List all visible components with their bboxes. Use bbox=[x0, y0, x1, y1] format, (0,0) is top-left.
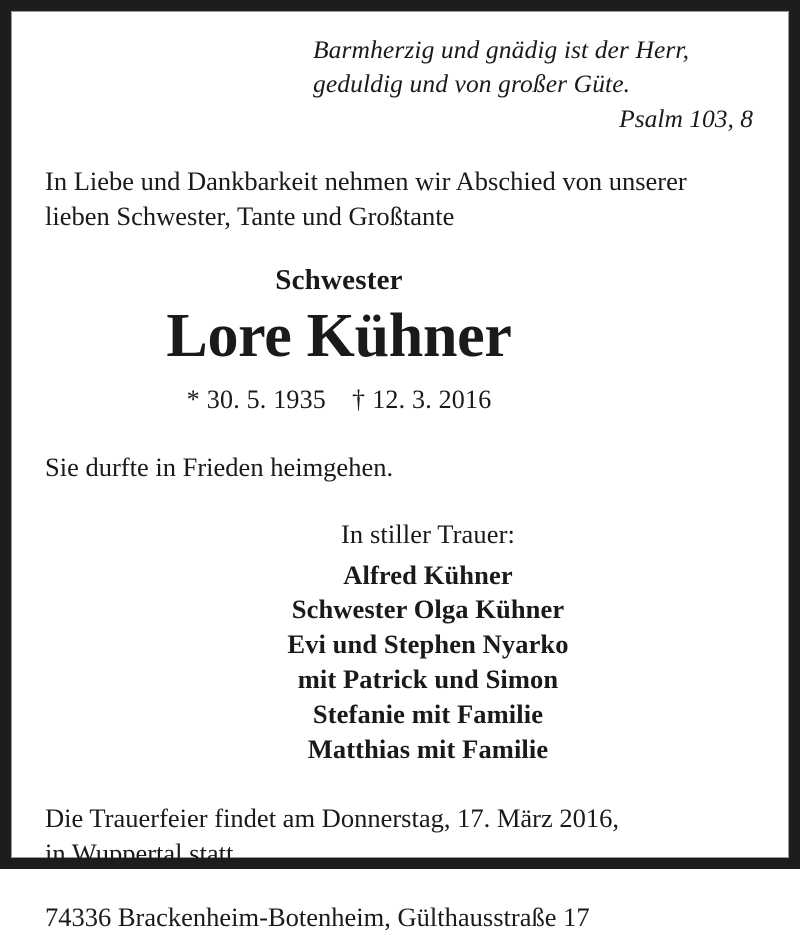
deceased-name: Lore Kühner bbox=[166, 301, 512, 370]
ceremony-line-1: Die Trauerfeier findet am Donnerstag, 17. März 2016, bbox=[45, 802, 620, 833]
ceremony-line-2: in Wuppertal statt. bbox=[45, 838, 240, 869]
mourner-name: mit Patrick und Simon bbox=[297, 664, 559, 695]
mourner-name: Schwester Olga Kühner bbox=[291, 594, 565, 625]
mourner-name: Alfred Kühner bbox=[343, 559, 513, 590]
farewell-sentence: Sie durfte in Frieden heimgehen. bbox=[45, 452, 394, 483]
mourners-list bbox=[101, 558, 755, 767]
death-cross-icon: † bbox=[352, 384, 366, 414]
intro-paragraph bbox=[45, 164, 755, 235]
ceremony-details bbox=[45, 801, 755, 872]
mourner-name: Stefanie mit Familie bbox=[312, 698, 544, 729]
mourner-name: Matthias mit Familie bbox=[307, 733, 549, 764]
birth-star-icon: * bbox=[186, 384, 200, 414]
scripture-epigraph bbox=[45, 33, 755, 101]
intro-line-2: lieben Schwester, Tante und Großtante bbox=[45, 201, 455, 232]
mourners-heading: In stiller Trauer: bbox=[340, 518, 516, 549]
mourners-block bbox=[45, 518, 755, 767]
postal-address: 74336 Brackenheim-Botenheim, Gülthausstraße 17 bbox=[45, 901, 590, 932]
deceased-name-block bbox=[45, 265, 755, 414]
birth-date: 30. 5. 1935 bbox=[206, 384, 326, 414]
epigraph-line-1: Barmherzig und gnädig ist der Herr, bbox=[313, 35, 690, 64]
deceased-honorific: Schwester bbox=[275, 263, 403, 296]
mourner-name: Evi und Stephen Nyarko bbox=[287, 629, 569, 660]
intro-line-1: In Liebe und Dankbarkeit nehmen wir Abschied von unserer bbox=[45, 165, 687, 196]
life-dates bbox=[45, 386, 633, 415]
death-date: 12. 3. 2016 bbox=[372, 384, 492, 414]
notice-content bbox=[12, 12, 788, 932]
epigraph-source: Psalm 103, 8 bbox=[619, 103, 753, 133]
epigraph-line-2: geduldig und von großer Güte. bbox=[313, 68, 631, 98]
